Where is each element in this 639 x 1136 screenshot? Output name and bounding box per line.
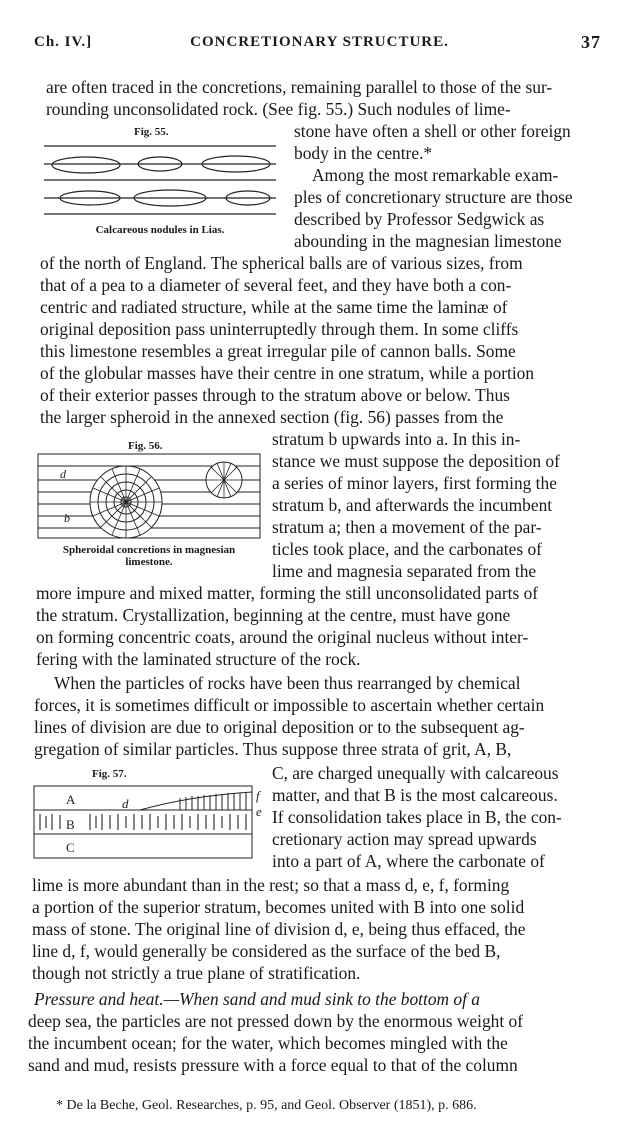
text-line: are often traced in the concretions, remaining parallel to those of the sur- xyxy=(46,77,553,97)
page-number: 37 xyxy=(581,32,601,52)
text-line: a series of minor layers, first forming the xyxy=(272,473,557,493)
fig57-label-b: B xyxy=(66,817,75,832)
text-line: Among the most remarkable exam- xyxy=(312,165,559,185)
text-line: C, are charged unequally with calcareous xyxy=(272,763,559,783)
fig57-label-a: A xyxy=(66,792,76,807)
text-line: matter, and that B is the most calcareous. xyxy=(272,785,558,805)
text-line: abounding in the magnesian limestone xyxy=(294,231,562,251)
text-line: a portion of the superior stratum, becomes united with B into one solid xyxy=(32,897,525,917)
fig56-label-b: b xyxy=(64,511,70,525)
text-line: of the north of England. The spherical balls are of various sizes, from xyxy=(40,253,523,273)
text-line: the incumbent ocean; for the water, which becomes mingled with the xyxy=(28,1033,508,1053)
text-line: When the particles of rocks have been thus rearranged by chemical xyxy=(54,673,521,693)
text-line: this limestone resembles a great irregular pile of cannon balls. Some xyxy=(40,341,516,361)
fig55-caption: Calcareous nodules in Lias. xyxy=(95,224,225,236)
text-line: stratum a; then a movement of the par- xyxy=(272,517,542,537)
text-line: forces, it is sometimes difficult or impossible to ascertain whether certain xyxy=(34,695,545,715)
fig57-label-d: d xyxy=(122,796,129,811)
text-line: centric and radiated structure, while at the same time the laminæ of xyxy=(40,297,508,317)
fig57-label-f: f xyxy=(256,788,260,803)
text-line: of the globular masses have their centre in one stratum, while a portion xyxy=(40,363,535,383)
text-line: deep sea, the particles are not pressed down by the enormous weight of xyxy=(28,1011,523,1031)
text-line: Pressure and heat.—When sand and mud sink to the bottom of a xyxy=(34,989,480,1009)
text-line: stratum b upwards into a. In this in- xyxy=(272,429,521,449)
fig57-label: Fig. 57. xyxy=(92,768,127,780)
fig55-label: Fig. 55. xyxy=(134,126,169,138)
text-line: that of a pea to a diameter of several feet, and they have both a con- xyxy=(40,275,512,295)
text-line: ples of concretionary structure are those xyxy=(294,187,573,207)
text-line: lime is more abundant than in the rest; so that a mass d, e, f, forming xyxy=(32,875,510,895)
fig56-label-d: d xyxy=(60,467,66,481)
text-line: body in the centre.* xyxy=(294,143,433,163)
fig57-label-c: C xyxy=(66,840,75,855)
fig56-caption-line2: limestone. xyxy=(125,556,173,568)
chapter-header: Ch. IV.] xyxy=(34,34,93,50)
fig56-illustration xyxy=(36,452,262,540)
text-line: sand and mud, resists pressure with a force equal to that of the column xyxy=(28,1055,518,1075)
text-line: rounding unconsolidated rock. (See fig. 55.) Such nodules of lime- xyxy=(46,99,511,119)
text-line: fering with the laminated structure of the rock. xyxy=(36,649,361,669)
text-line: original deposition pass uninterruptedly through them. In some cliffs xyxy=(40,319,519,339)
text-line: more impure and mixed matter, forming the still unconsolidated parts of xyxy=(36,583,539,603)
fig57-illustration xyxy=(30,784,270,862)
text-line: lines of division are due to original deposition or to the subsequent ag- xyxy=(34,717,525,737)
text-line: line d, f, would generally be considered as the surface of the bed B, xyxy=(32,941,501,961)
text-line: cretionary action may spread upwards xyxy=(272,829,537,849)
fig56-label: Fig. 56. xyxy=(128,440,163,452)
text-line: on forming concentric coats, around the original nucleus without inter- xyxy=(36,627,529,647)
text-line: into a part of A, where the carbonate of xyxy=(272,851,545,871)
text-line: of their exterior passes through to the stratum above or below. Thus xyxy=(40,385,510,405)
text-line: stratum b, and afterwards the incumbent xyxy=(272,495,553,515)
text-line: the larger spheroid in the annexed section (fig. 56) passes from the xyxy=(40,407,504,427)
text-line: though not strictly a true plane of stratification. xyxy=(32,963,361,983)
fig57-label-e: e xyxy=(256,804,262,819)
text-line: the stratum. Crystallization, beginning at the centre, must have gone xyxy=(36,605,511,625)
text-line: If consolidation takes place in B, the con- xyxy=(272,807,562,827)
text-line: ticles took place, and the carbonates of xyxy=(272,539,542,559)
text-line: described by Professor Sedgwick as xyxy=(294,209,545,229)
running-title: CONCRETIONARY STRUCTURE. xyxy=(190,34,449,50)
text-line: stance we must suppose the deposition of xyxy=(272,451,560,471)
fig55-illustration xyxy=(42,140,278,220)
footnote: * De la Beche, Geol. Researches, p. 95, and Geol. Observer (1851), p. 686. xyxy=(56,1098,477,1113)
text-line: mass of stone. The original line of division d, e, being thus effaced, the xyxy=(32,919,526,939)
text-line: stone have often a shell or other foreign xyxy=(294,121,571,141)
text-line: lime and magnesia separated from the xyxy=(272,561,537,581)
fig56-caption-line1: Spheroidal concretions in magnesian xyxy=(62,544,236,556)
text-line: gregation of similar particles. Thus suppose three strata of grit, A, B, xyxy=(34,739,512,759)
